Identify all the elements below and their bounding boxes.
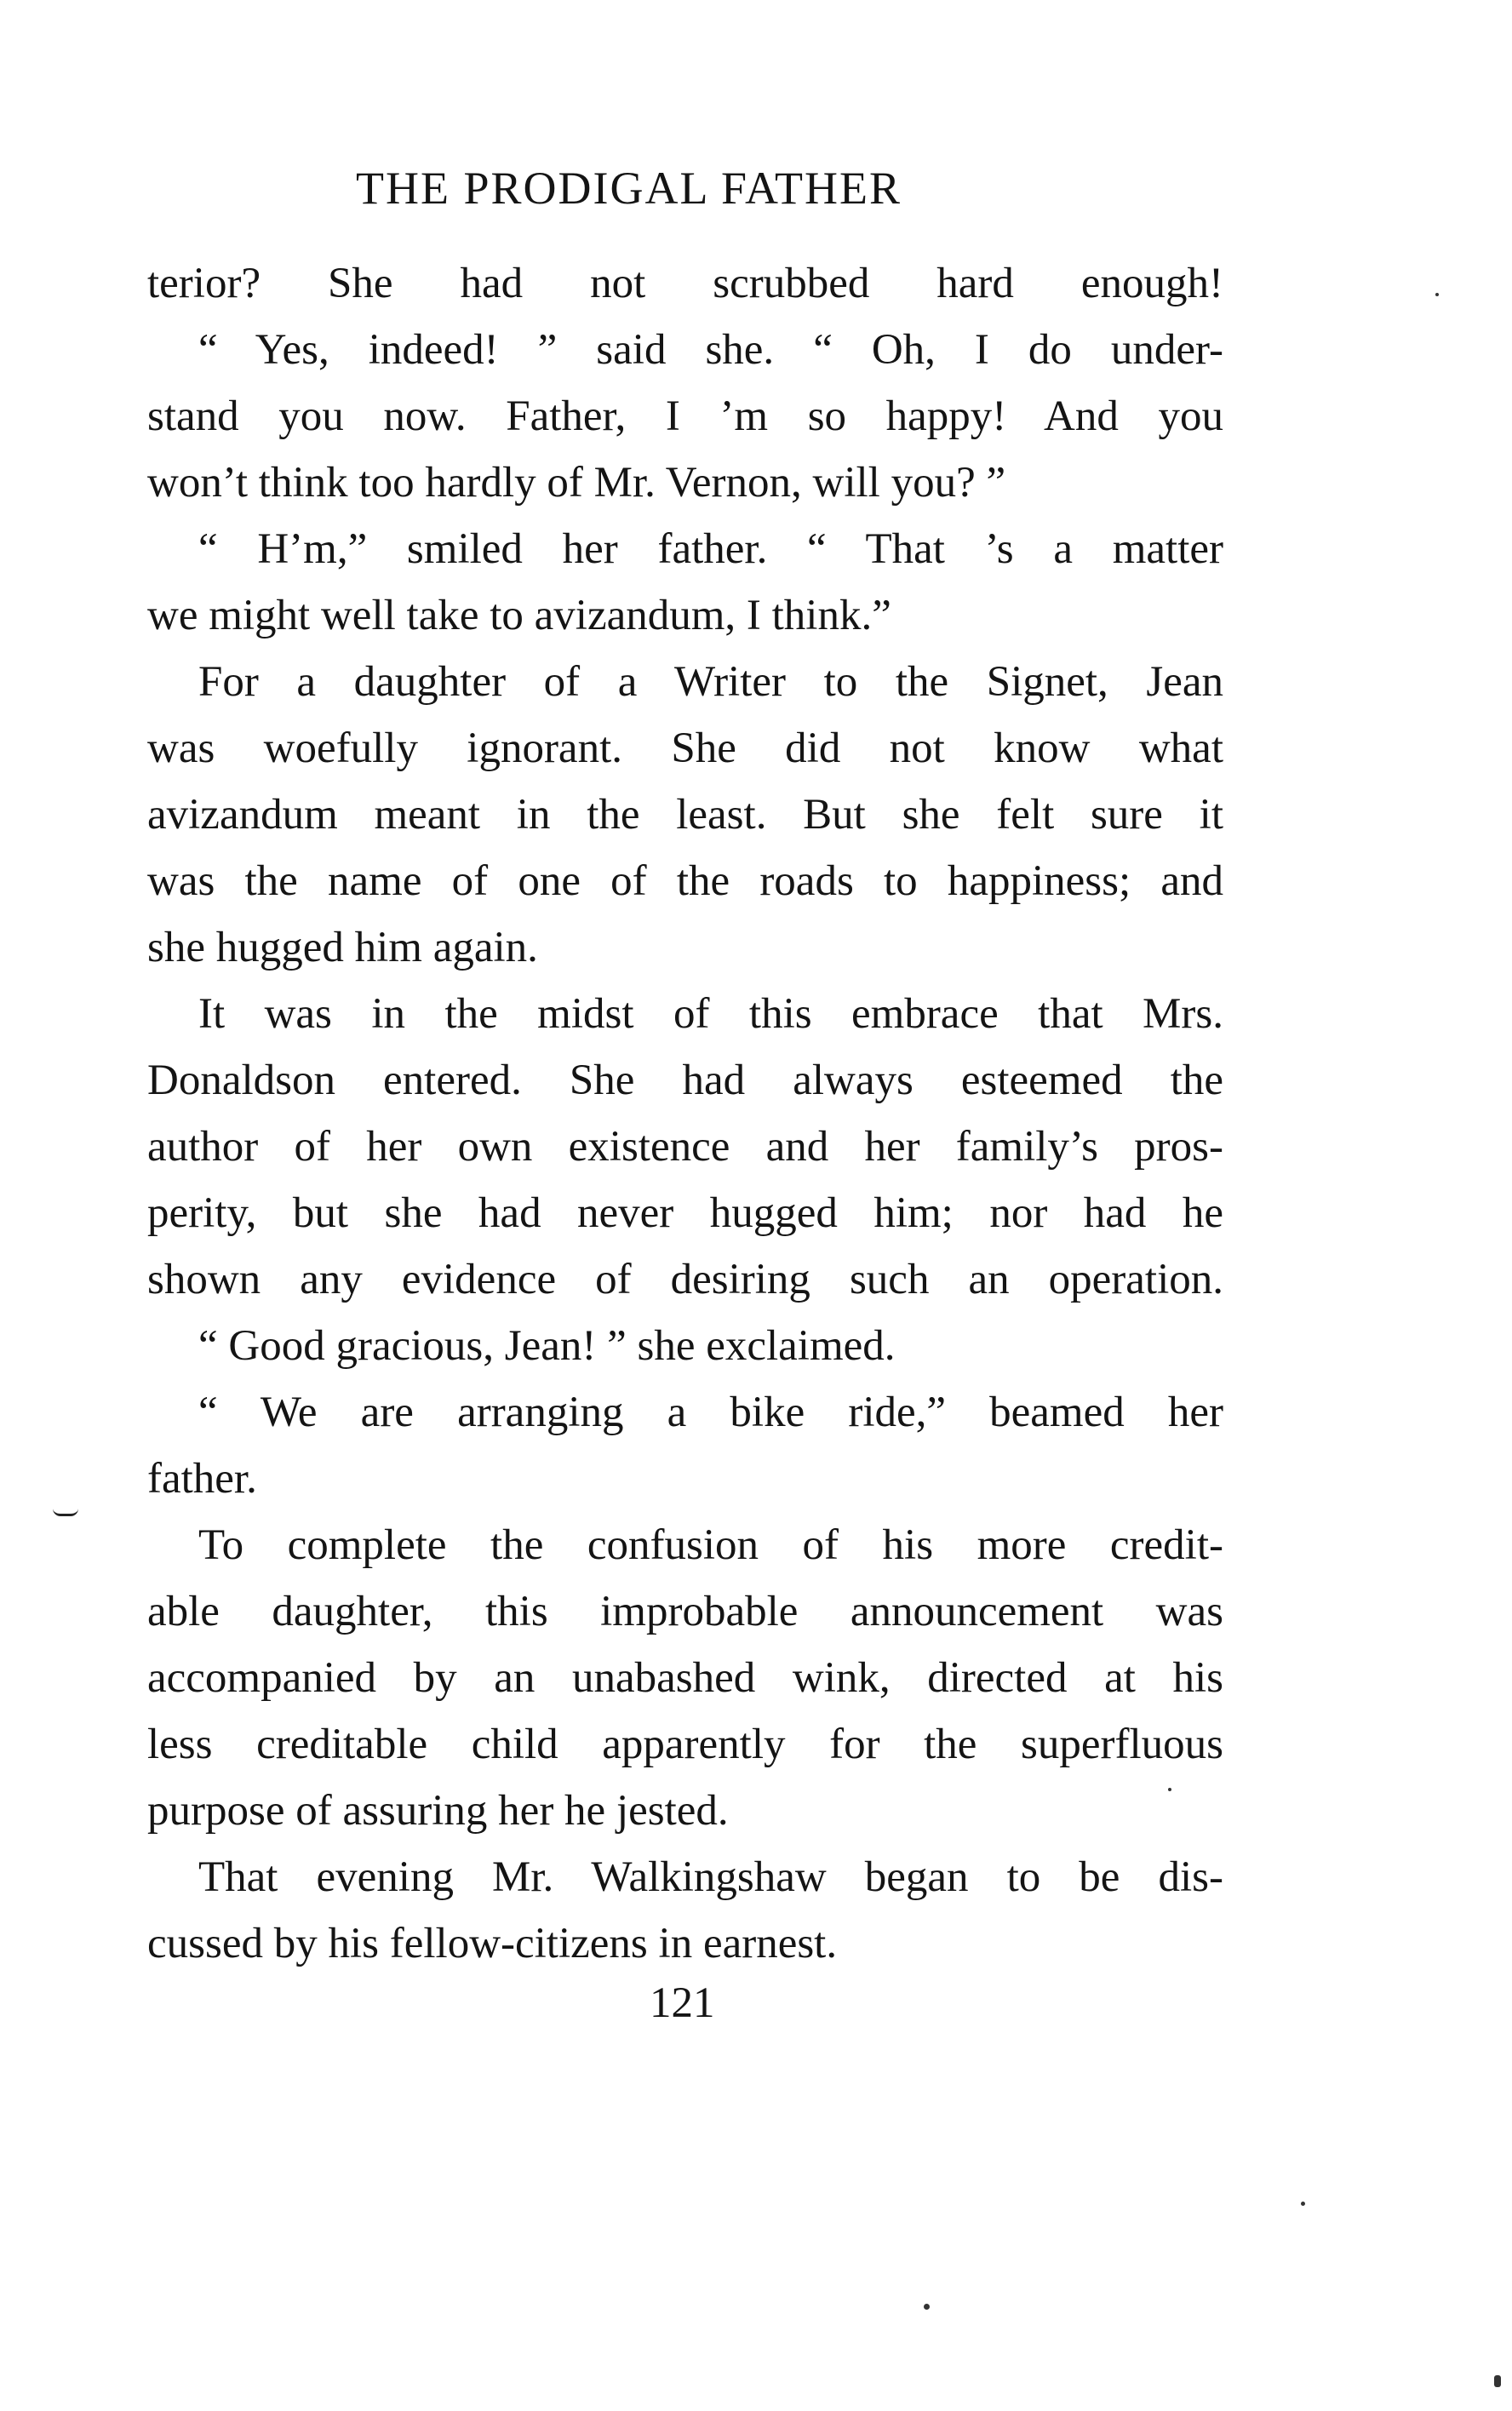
text-line: purpose of assuring her he jested. [147, 1787, 729, 1835]
text-line: “ We are arranging a bike ride,” beamed her [198, 1389, 1223, 1436]
text-line: perity, but she had never hugged him; nor had he [147, 1189, 1223, 1237]
text-line: shown any evidence of desiring such an operation. [147, 1256, 1223, 1303]
text-line: To complete the confusion of his more credit- [198, 1521, 1223, 1569]
text-line: less creditable child apparently for the superfluous [147, 1721, 1223, 1768]
text-line: Donaldson entered. She had always esteemed the [147, 1057, 1223, 1104]
text-line: “ H’m,” smiled her father. “ That ’s a matter [198, 525, 1223, 573]
text-line: we might well take to avizandum, I think.” [147, 592, 891, 639]
text-line: father. [147, 1455, 257, 1503]
running-head: THE PRODIGAL FATHER [356, 163, 902, 214]
text-line: she hugged him again. [147, 924, 538, 971]
text-line: was woefully ignorant. She did not know what [147, 724, 1223, 772]
text-line: accompanied by an unabashed wink, directed at his [147, 1654, 1223, 1702]
text-line: terior? She had not scrubbed hard enough! [147, 260, 1223, 307]
scan-speck [1435, 293, 1439, 296]
text-line: stand you now. Father, I ’m so happy! And you [147, 392, 1223, 440]
scan-speck [1301, 2202, 1305, 2206]
text-line: That evening Mr. Walkingshaw began to be dis- [198, 1853, 1223, 1901]
text-line: “ Good gracious, Jean! ” she exclaimed. [198, 1322, 896, 1370]
text-line: It was in the midst of this embrace that Mrs. [198, 990, 1223, 1038]
text-line: avizandum meant in the least. But she felt sure it [147, 791, 1223, 839]
scan-speck [1494, 2375, 1501, 2387]
text-line: able daughter, this improbable announcement was [147, 1588, 1223, 1635]
page-number: 121 [650, 1979, 715, 2027]
text-line: won’t think too hardly of Mr. Vernon, will you? ” [147, 459, 1006, 507]
scan-mark [53, 1509, 78, 1516]
scan-speck [924, 2304, 930, 2310]
text-line: was the name of one of the roads to happiness; and [147, 857, 1223, 905]
text-line: For a daughter of a Writer to the Signet, Jean [198, 658, 1223, 706]
text-line: author of her own existence and her family’s pros- [147, 1123, 1223, 1171]
text-line: “ Yes, indeed! ” said she. “ Oh, I do under- [198, 326, 1223, 374]
scan-speck [1168, 1788, 1171, 1791]
text-line: cussed by his fellow-citizens in earnest. [147, 1920, 838, 1967]
